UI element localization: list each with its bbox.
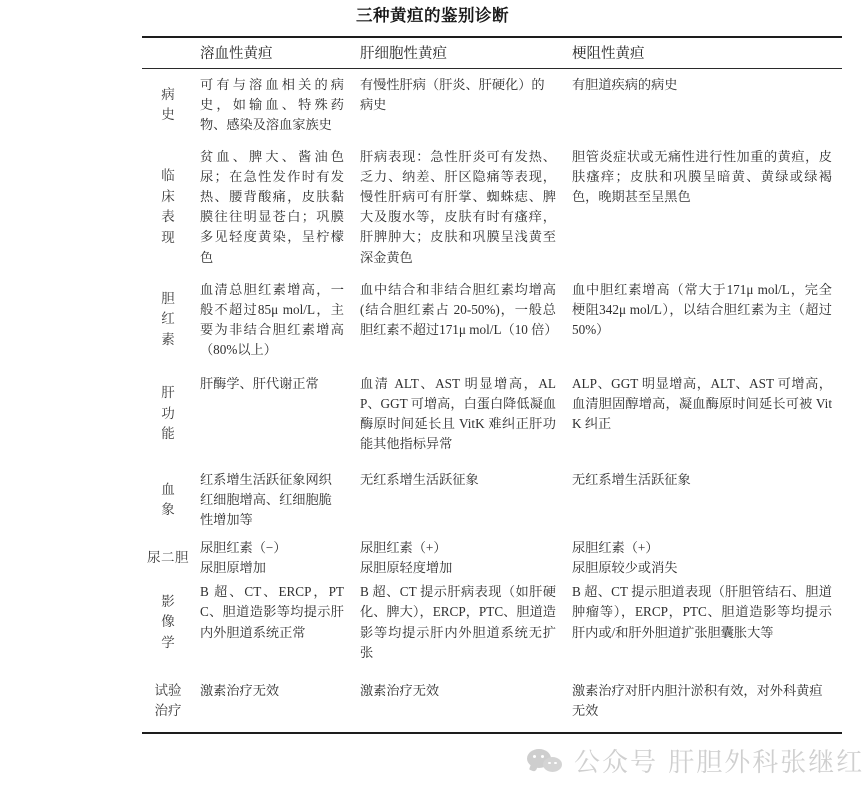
label-char: 血 (161, 481, 175, 498)
label-char: 试验 (154, 682, 182, 699)
table-row (142, 69, 842, 142)
cell-liver-function-obstructive: ALP、GGT 明显增高，ALT、AST 可增高，血清胆固醇增高，凝血酶原时间延长可被 VitK 纠正 (572, 375, 832, 431)
table-header (142, 37, 842, 69)
table-row (142, 462, 842, 536)
cell-imaging-hepatocellular: B 超、CT 提示肝病表现（如肝硬化、脾大），ERCP，PTC、胆道造影等均提示肝内外胆道系统无扩张 (360, 584, 556, 660)
label-char: 学 (161, 634, 175, 651)
cell-blood-obstructive: 无红系增生活跃征象 (572, 472, 691, 488)
cell-trial-hepatocellular: 激素治疗无效 (354, 667, 566, 733)
label-char: 素 (161, 331, 175, 348)
table-row (142, 274, 842, 366)
wechat-icon (527, 748, 567, 774)
cell-bilirubin-hemolytic: 血清总胆红素增高，一般不超过85μ mol/L，主要为非结合胆红素增高（80%以上） (200, 281, 344, 357)
row-label-history (142, 69, 194, 142)
page-title: 三种黄疸的鉴别诊断 (356, 6, 509, 25)
table-row (142, 141, 842, 273)
header-hemolytic-jaundice: 溶血性黄疸 (194, 37, 354, 69)
label-char: 床 (161, 188, 175, 205)
watermark-text: 公众号 肝胆外科张继红 (574, 748, 865, 778)
label-char: 现 (161, 229, 175, 246)
cell-urine-obstructive (566, 536, 842, 580)
urine-bilirubin-value: 尿胆红素（+） (360, 540, 447, 556)
wechat-bubble-large (527, 749, 551, 768)
jaundice-comparison-table-wrapper (142, 36, 842, 734)
cell-history-hepatocellular: 有慢性肝病（肝炎、肝硬化）的病史 (360, 77, 545, 113)
label-char: 病 (161, 86, 175, 103)
urobilinogen-value: 尿胆原轻度增加 (360, 560, 453, 576)
label-char: 影 (161, 593, 175, 610)
header-obstructive-jaundice: 梗阻性黄疸 (566, 37, 842, 69)
label-char: 能 (161, 426, 175, 443)
header-hepatocellular-jaundice: 肝细胞性黄疸 (354, 37, 566, 69)
cell-clinical-hepatocellular: 肝病表现：急性肝炎可有发热、乏力、纳差、肝区隐痛等表现，慢性肝病可有肝掌、蜘蛛痣、脾大及腹水等，皮肤有时有瘙痒，肝脾肿大；皮肤和巩膜呈浅黄至深金黄色 (360, 149, 556, 265)
urine-bilirubin-value: 尿胆红素（+） (572, 540, 659, 556)
label-char: 胆 (161, 290, 175, 307)
cell-bilirubin-obstructive: 血中胆红素增高（常大于171μ mol/L，完全梗阻342μ mol/L），以结合胆红素为主（超过 50%） (572, 281, 832, 337)
label-char: 临 (161, 168, 175, 185)
label-char: 功 (161, 405, 175, 422)
row-label-trial-treatment (142, 667, 194, 733)
urobilinogen-value: 尿胆原较少或消失 (572, 560, 678, 576)
cell-bilirubin-hepatocellular: 血中结合和非结合胆红素均增高(结合胆红素占 20-50%)，一般总胆红素不超过171μ mol/L（10 倍） (360, 281, 558, 337)
label-char: 治疗 (154, 703, 182, 720)
cell-liver-function-hepatocellular: 血清 ALT、AST 明显增高，ALP、GGT 可增高，白蛋白降低凝血酶原时间延长且 VitK 难纠正肝功能其他指标异常 (360, 375, 556, 451)
wechat-eye (541, 755, 544, 758)
table-row (142, 366, 842, 462)
label-char: 肝 (161, 385, 175, 402)
cell-clinical-obstructive: 胆管炎症状或无痛性进行性加重的黄疸，皮肤瘙痒；皮肤和巩膜呈暗黄、黄绿或绿褐色，晚期甚至呈黑色 (572, 149, 832, 205)
table-row (142, 580, 842, 666)
label-char: 像 (161, 614, 175, 631)
cell-imaging-hemolytic: B 超、CT、ERCP，PTC、胆道造影等均提示肝内外胆道系统正常 (200, 584, 344, 640)
cell-blood-hemolytic: 红系增生活跃征象网织红细胞增高、红细胞脆性增加等 (200, 472, 332, 528)
label-char: 象 (161, 502, 175, 519)
header-row-label (142, 37, 194, 69)
cell-urine-hepatocellular (354, 536, 566, 580)
cell-blood-hepatocellular: 无红系增生活跃征象 (360, 472, 479, 488)
table-row (142, 667, 842, 733)
cell-history-hemolytic: 可有与溶血相关的病史，如输血、特殊药物、感染及溶血家族史 (200, 77, 344, 133)
cell-history-obstructive: 有胆道疾病的病史 (572, 77, 678, 92)
row-label-blood-picture (142, 462, 194, 536)
row-label-imaging (142, 580, 194, 666)
cell-trial-obstructive: 激素治疗对肝内胆汁淤积有效，对外科黄疸无效 (566, 667, 842, 733)
table-body (142, 69, 842, 733)
wechat-eye (548, 762, 551, 765)
cell-trial-hemolytic: 激素治疗无效 (194, 667, 354, 733)
table-header-row (142, 37, 842, 69)
table-row (142, 536, 842, 580)
wechat-eye (554, 762, 557, 765)
label-char: 红 (161, 311, 175, 328)
row-label-liver-function (142, 366, 194, 462)
cell-urine-hemolytic (194, 536, 354, 580)
urobilinogen-value: 尿胆原增加 (200, 560, 266, 576)
row-label-bilirubin (142, 274, 194, 366)
wechat-eye (533, 755, 536, 758)
row-label-urine-bile: 尿二胆 (147, 550, 189, 567)
urine-bilirubin-value: 尿胆红素（−） (200, 540, 287, 556)
watermark (527, 742, 864, 779)
row-label-clinical-manifestation (142, 141, 194, 273)
jaundice-comparison-table (142, 36, 842, 734)
cell-imaging-obstructive: B 超、CT 提示胆道表现（肝胆管结石、胆道肿瘤等），ERCP，PTC、胆道造影等均提示肝内或/和肝外胆道扩张胆囊胀大等 (572, 584, 832, 640)
cell-liver-function-hemolytic: 肝酶学、肝代谢正常 (200, 375, 319, 391)
wechat-bubble-small (543, 757, 562, 772)
label-char: 史 (161, 107, 175, 124)
cell-clinical-hemolytic: 贫血、脾大、酱油色尿；在急性发作时有发热、腰背酸痛，皮肤黏膜往往明显苍白；巩膜多见轻度黄染，呈柠檬色 (200, 149, 344, 265)
label-char: 表 (161, 209, 175, 226)
